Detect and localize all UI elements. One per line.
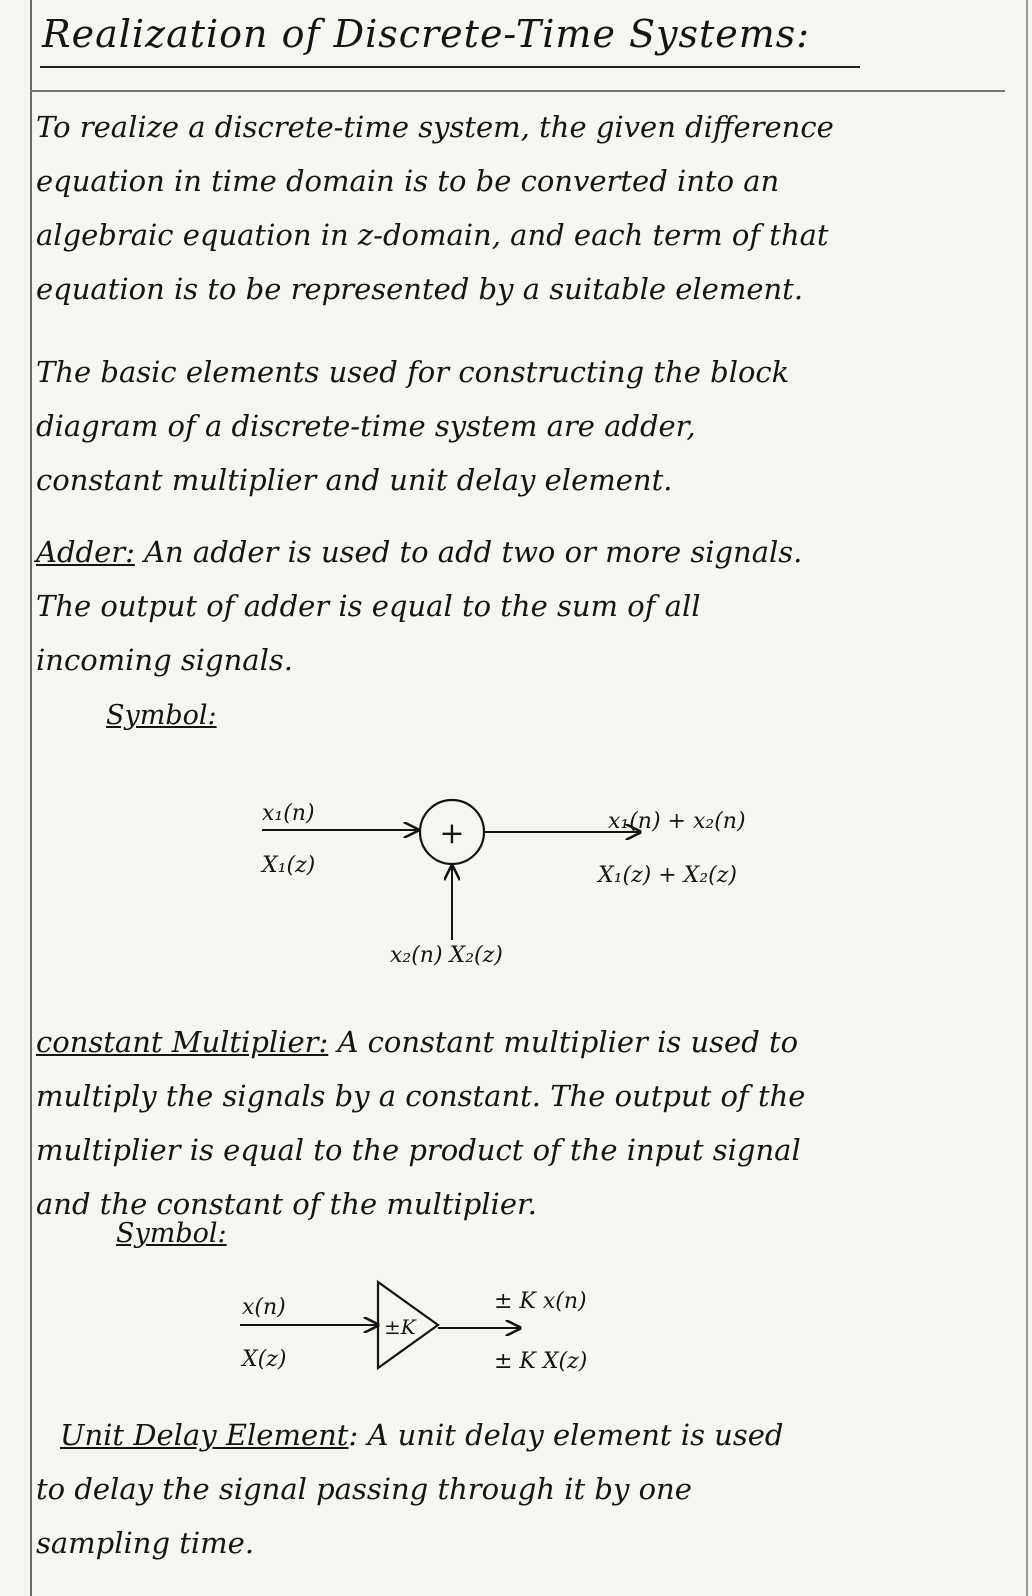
multiplier-in-time-label: x(n)	[242, 1295, 286, 1320]
multiplier-diagram	[240, 1282, 587, 1374]
multiplier-out-time-label: ± K x(n)	[494, 1289, 587, 1314]
multiplier-gain-label: ±K	[384, 1315, 416, 1339]
adder-in1-z-label: X₁(z)	[262, 853, 316, 878]
unit-delay-heading: Unit Delay Element	[60, 1418, 349, 1452]
text-line: multiplier is equal to the product of the input signal	[36, 1133, 801, 1167]
text-line: and the constant of the multiplier.	[36, 1187, 537, 1221]
text-line: The output of adder is equal to the sum of all	[36, 589, 701, 623]
text-line: multiply the signals by a constant. The output of the	[36, 1079, 806, 1113]
text-line: sampling time.	[36, 1526, 255, 1560]
adder-diagram	[260, 800, 746, 968]
page-title: Realization of Discrete-Time Systems:	[42, 12, 811, 56]
unit-delay-text: : A unit delay element is used	[348, 1418, 784, 1452]
multiplier-text: A constant multiplier is used to	[328, 1025, 799, 1059]
text-line: incoming signals.	[36, 643, 293, 677]
adder-plus-sign: +	[439, 816, 465, 851]
multiplier-symbol-label: Symbol:	[116, 1218, 227, 1249]
text-line: To realize a discrete-time system, the given difference	[36, 110, 834, 144]
text-line: diagram of a discrete-time system are adder,	[36, 409, 696, 443]
adder-in2-label: x₂(n) X₂(z)	[390, 943, 503, 968]
adder-symbol-label: Symbol:	[106, 700, 217, 731]
multiplier-heading: constant Multiplier:	[36, 1025, 329, 1059]
adder-out-z-label: X₁(z) + X₂(z)	[598, 863, 737, 888]
text-line: to delay the signal passing through it by one	[36, 1472, 692, 1506]
text-line: The basic elements used for constructing the block	[36, 355, 790, 389]
adder-in1-time-label: x₁(n)	[262, 801, 315, 826]
text-line: equation in time domain is to be converted into an	[36, 164, 780, 198]
adder-text: An adder is used to add two or more signals.	[134, 535, 803, 569]
multiplier-in-z-label: X(z)	[242, 1347, 287, 1372]
text-line: constant multiplier and unit delay element.	[36, 463, 673, 497]
text-line: algebraic equation in z-domain, and each term of that	[36, 218, 829, 252]
adder-out-time-label: x₁(n) + x₂(n)	[608, 809, 746, 834]
text-line: equation is to be represented by a suitable element.	[36, 272, 804, 306]
multiplier-out-z-label: ± K X(z)	[494, 1349, 588, 1374]
adder-heading: Adder:	[36, 535, 135, 569]
